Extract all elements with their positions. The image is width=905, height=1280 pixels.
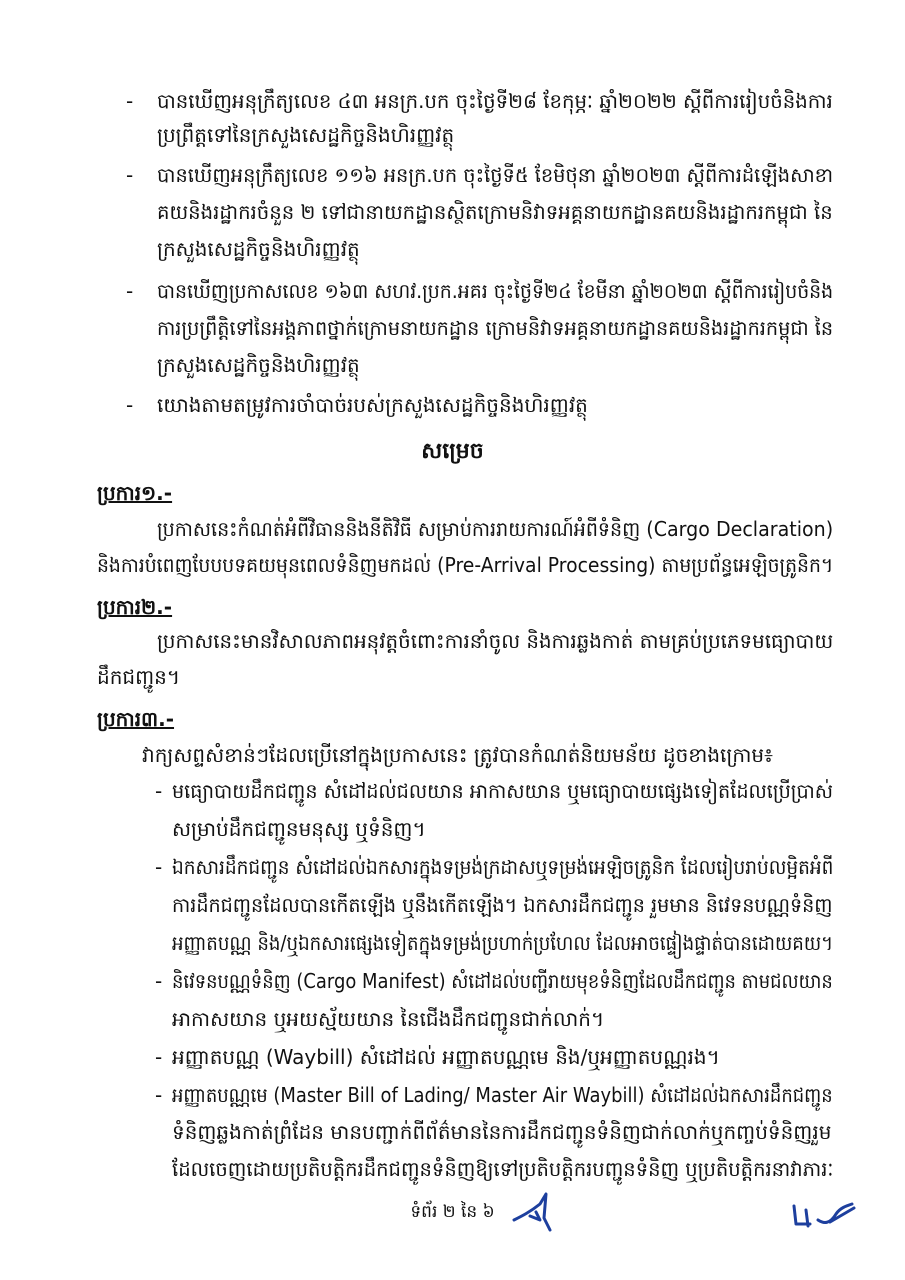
bullet-dash: - (126, 279, 134, 303)
bullet-dash: - (126, 393, 134, 417)
article-3-title: ប្រការ៣.- (97, 707, 175, 731)
definition-2-line-3: អញ្ញាតបណ្ណ និង/ឬឯកសារផ្សេងទៀតក្នុងទម្រង់ប្រហាក់ប្រហែល ដែលអាចផ្ទៀងផ្ទាត់បានដោយគយ។ (172, 931, 834, 955)
bullet-dash: - (155, 855, 163, 879)
article-1-line-1: ប្រកាសនេះកំណត់អំពីវិធាននិងនីតិវិធី សម្រាប់ការរាយការណ៍អំពីទំនិញ (Cargo Declaration) (157, 517, 834, 541)
bullet-dash: - (126, 89, 134, 113)
decision-heading: សម្រេច (421, 439, 484, 464)
bullet-dash: - (155, 969, 163, 993)
article-3-line-1: វាក្យសព្ទសំខាន់ៗដែលប្រើនៅក្នុងប្រកាសនេះ ត្រូវបានកំណត់និយមន័យ ដូចខាងក្រោម៖ (142, 743, 773, 767)
definition-5-line-2: ទំនិញឆ្លងកាត់ព្រំដែន មានបញ្ជាក់ពីព័ត៌មាននៃការដឹកជញ្ជូនទំនិញជាក់លាក់ឬកញ្ចប់ទំនិញរួម (172, 1120, 832, 1144)
definition-4-line-1: អញ្ញាតបណ្ណ (Waybill) សំដៅដល់ អញ្ញាតបណ្ណមេ និង/ឬអញ្ញាតបណ្ណរង។ (172, 1045, 720, 1069)
article-2-line-2: ដឹកជញ្ជូន។ (97, 665, 181, 689)
definition-5-line-1: អញ្ញាតបណ្ណមេ (Master Bill of Lading/ Master Air Waybill) សំដៅដល់ឯកសារដឹកជញ្ជូន (172, 1083, 833, 1107)
preamble-2-line-1: បានឃើញអនុក្រឹត្យលេខ ១១៦ អនក្រ.បក ចុះថ្ងៃទី៥ ខែមិថុនា ឆ្នាំ២០២៣ ស្តីពីការដំឡើងសាខា (157, 163, 834, 187)
preamble-3-line-2: ការប្រព្រឹត្តិទៅនៃអង្គភាពថ្នាក់ក្រោមនាយកដ្ឋាន ក្រោមនិវាទអគ្គនាយកដ្ឋានគយនិងរដ្ឋាករកម្ពុជា នៃ (157, 316, 834, 340)
definition-5-line-3: ដែលចេញដោយប្រតិបត្តិករដឹកជញ្ជូនទំនិញឱ្យទៅប្រតិបត្តិករបញ្ជូនទំនិញ ឬប្រតិបត្តិករនាវាភារៈ (172, 1157, 834, 1181)
initial-signature-mark (510, 1190, 560, 1236)
bullet-dash: - (126, 163, 134, 187)
definition-1-line-1: មធ្យោបាយដឹកជញ្ជូន សំដៅដល់ជលយាន អាកាសយាន ឬមធ្យោបាយផ្សេងទៀតដែលប្រើប្រាស់ (172, 779, 834, 803)
preamble-4-line-1: យោងតាមតម្រូវការចាំបាច់របស់ក្រសួងសេដ្ឋកិច្ចនិងហិរញ្ញវត្ថុ (157, 393, 588, 417)
article-2-line-1: ប្រកាសនេះមានវិសាលភាពអនុវត្តចំពោះការនាំចូល និងការឆ្លងកាត់ តាមគ្រប់ប្រភេទមធ្យោបាយ (157, 629, 834, 653)
page-number: ទំព័រ ២ នៃ ៦ (410, 1202, 495, 1222)
preamble-3-line-1: បានឃើញប្រកាសលេខ ១៦៣ សហវ.ប្រក.អគរ ចុះថ្ងៃទី២៤ ខែមីនា ឆ្នាំ២០២៣ ស្តីពីការរៀបចំនិង (157, 279, 834, 303)
preamble-1-line-2: ប្រព្រឹត្តទៅនៃក្រសួងសេដ្ឋកិច្ចនិងហិរញ្ញវត្ថុ (157, 123, 455, 147)
definition-3-line-2: អាកាសយាន ឬអយស្ម័យយាន នៃជើងដឹកជញ្ជូនជាក់លាក់។ (172, 1007, 605, 1031)
article-2-title: ប្រការ២.- (97, 595, 173, 619)
preamble-2-line-2: គយនិងរដ្ឋាករចំនួន ២ ទៅជានាយកដ្ឋានស្ថិតក្រោមនិវាទអគ្គនាយកដ្ឋានគយនិងរដ្ឋាករកម្ពុជា នៃ (157, 200, 833, 224)
definition-2-line-2: ការដឹកជញ្ជូនដែលបានកើតឡើង ឬនឹងកើតឡើង។ ឯកសារដឹកជញ្ជូន រួមមាន និវេទនបណ្ណទំនិញ (172, 893, 833, 917)
bullet-dash: - (155, 1083, 163, 1107)
definition-2-line-1: ឯកសារដឹកជញ្ជូន សំដៅដល់ឯកសារក្នុងទម្រង់ក្រដាសឬទម្រង់អេឡិចត្រូនិក ដែលរៀបរាប់លម្អិតអំពី (172, 855, 834, 879)
preamble-2-line-3: ក្រសួងសេដ្ឋកិច្ចនិងហិរញ្ញវត្ថុ (157, 237, 360, 261)
bullet-dash: - (155, 779, 163, 803)
preamble-3-line-3: ក្រសួងសេដ្ឋកិច្ចនិងហិរញ្ញវត្ថុ (157, 353, 360, 377)
article-1-title: ប្រការ១.- (97, 481, 173, 505)
definition-3-line-1: និវេទនបណ្ណទំនិញ (Cargo Manifest) សំដៅដល់បញ្ជីរាយមុខទំនិញដែលដឹកជញ្ជូន តាមជលយាន (172, 969, 833, 993)
preamble-1-line-1: បានឃើញអនុក្រឹត្យលេខ ៤៣ អនក្រ.បក ចុះថ្ងៃទី២៨ ខែកុម្ភៈ ឆ្នាំ២០២២ ស្តីពីការរៀបចំនិងការ (157, 89, 833, 113)
bullet-dash: - (155, 1045, 163, 1069)
article-1-line-2: និងការបំពេញបែបបទគយមុនពេលទំនិញមកដល់ (Pre-Arrival Processing) តាមប្រព័ន្ធអេឡិចត្រូនិក។ (97, 553, 834, 577)
handwritten-initials-mark (790, 1196, 860, 1236)
definition-1-line-2: សម្រាប់ដឹកជញ្ជូនមនុស្ស ឬទំនិញ។ (172, 817, 426, 841)
